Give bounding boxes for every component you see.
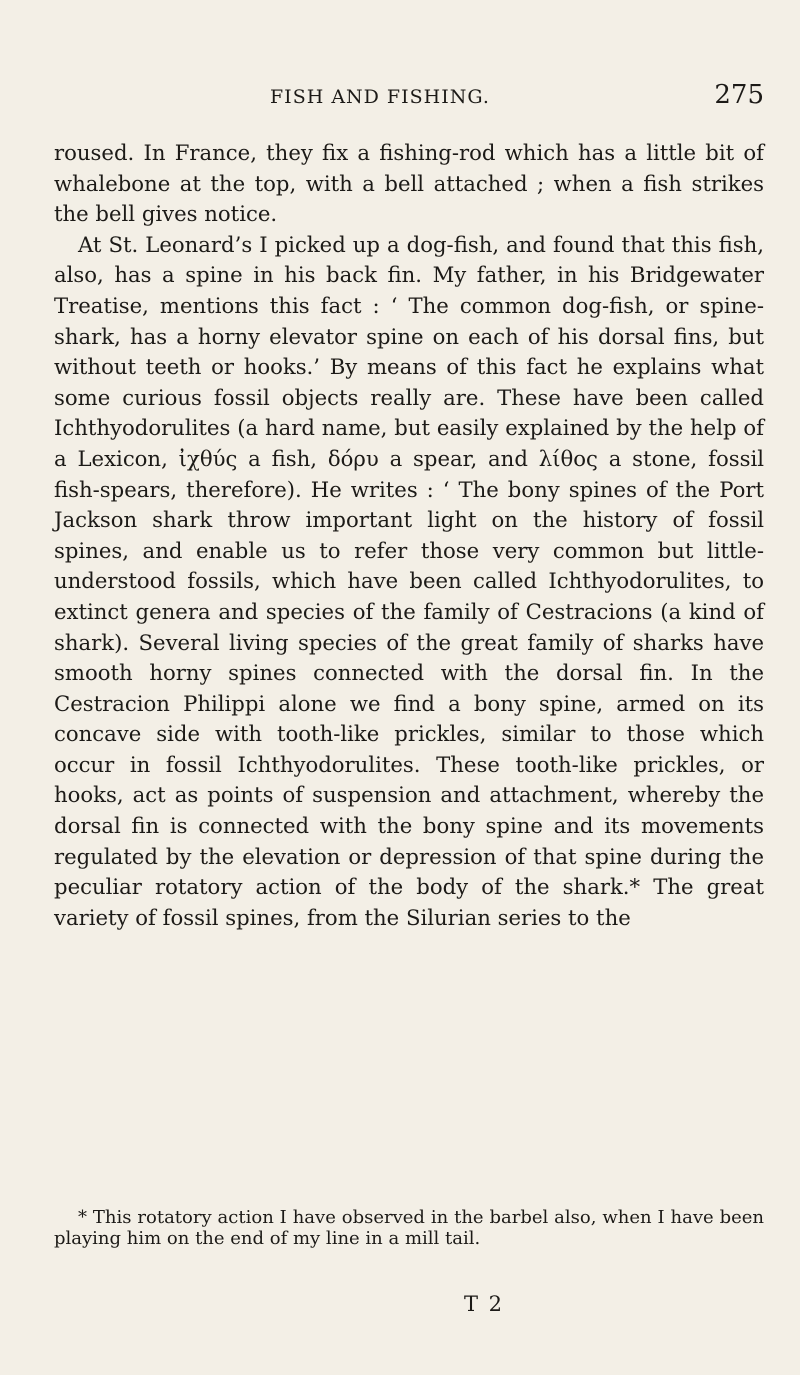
body-text bbox=[54, 138, 764, 933]
page-header bbox=[270, 80, 764, 114]
paragraph: roused. In France, they fix a fishing-rod which has a little bit of whalebone at the top, with a bell attached ; when a fish strikes the bell gives notice. bbox=[54, 140, 764, 227]
signature-mark: T 2 bbox=[464, 1292, 505, 1316]
footnote: * This rotatory action I have observed in the barbel also, when I have been playing him on the end of my line in a mill tail. bbox=[54, 1207, 764, 1249]
page-number: 275 bbox=[714, 80, 764, 110]
paragraph: At St. Leonard’s I picked up a dog-fish, and found that this fish, also, has a spine in his back fin. My father, in his Bridgewater Treatise, mentions this fact : ‘ The common dog-fish, or spine-shark, has a horny elevator spine on each of his dorsal fins, but without teeth or hooks.’ By means of this fact he explains what some curious fossil objects really are. These have been called Ichthyodorulites (a hard name, but easily explained by the help of a Lexicon, ἰχθύς a fish, δόρυ a spear, and λίθος a stone, fossil fish-spears, therefore). He writes : ‘ The bony spines of the Port Jackson shark throw important light on the history of fossil spines, and enable us to refer those very common but little-understood fossils, which have been called Ichthyodorulites, to extinct genera and species of the family of Cestracions (a kind of shark). Several living species of the great family of sharks have smooth horny spines connected with the dorsal fin. In the Cestracion Philippi alone we find a bony spine, armed on its concave side with tooth-like prickles, similar to those which occur in fossil Ichthyodorulites. These tooth-like prickles, or hooks, act as points of suspension and attachment, whereby the dorsal fin is connected with the bony spine and its movements regulated by the elevation or depression of that spine during the peculiar rotatory action of the body of the shark.* The great variety of fossil spines, from the Silurian series to the bbox=[54, 231, 764, 930]
running-head: FISH AND FISHING. bbox=[270, 86, 490, 108]
